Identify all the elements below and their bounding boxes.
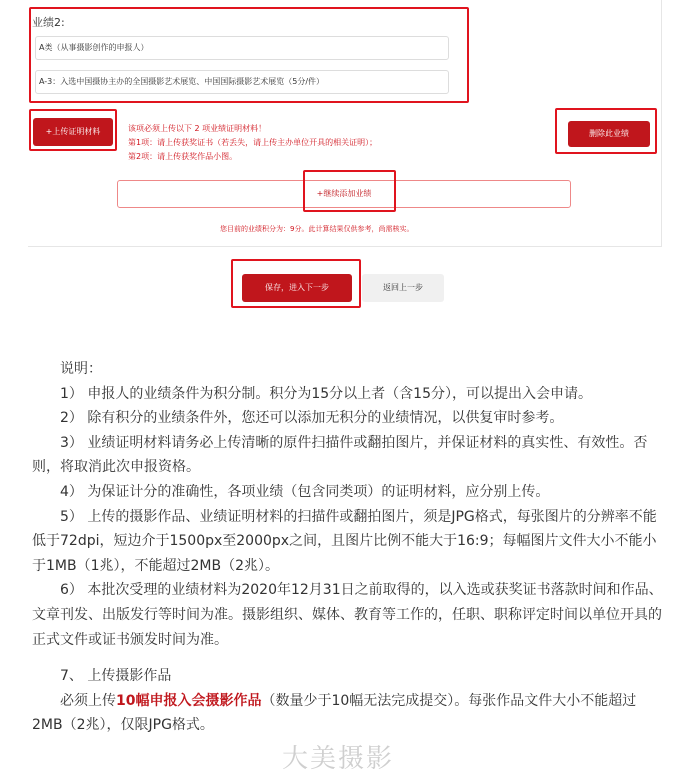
instruction-item: 3） 业绩证明材料请务必上传清晰的原件扫描件或翻拍图片，并保证材料的真实性、有效性。否则，将取消此次申报资格。 bbox=[32, 434, 648, 476]
upload-instruction: 必须上传10幅申报入会摄影作品（数量少于10幅无法完成提交）。每张作品文件大小不能超过2MB（2兆），仅限JPG格式。 bbox=[32, 692, 637, 734]
instruction-item: 6） 本批次受理的业绩材料为2020年12月31日之前取得的，以入选或获奖证书落款时间和作品、文章刊发、出版发行等时间为准。摄影组织、媒体、教育等工作的，任职、职称评定时间以单位开具的正式文件或证书颁发时间为准。 bbox=[32, 582, 663, 648]
requirement-notice bbox=[128, 122, 377, 164]
instruction-item: 1） 申报人的业绩条件为积分制。积分为15分以上者（含15分），可以提出入会申请。 bbox=[60, 385, 592, 402]
highlight-box bbox=[555, 108, 657, 154]
upload-count-emphasis: 10幅申报入会摄影作品 bbox=[116, 692, 262, 709]
add-achievement-button[interactable]: +继续添加业绩 bbox=[117, 180, 571, 208]
upload-heading: 7、 上传摄影作品 bbox=[60, 668, 172, 685]
instruction-item: 5） 上传的摄影作品、业绩证明材料的扫描件或翻拍图片，须是JPG格式，每张图片的分辨率不能低于72dpi，短边介于1500px至2000px之间，且图片比例不能大于16:9；每幅图片文件大小不能小于1MB（1兆），不能超过2MB（2兆）。 bbox=[32, 508, 657, 574]
highlight-box bbox=[231, 259, 361, 308]
highlight-box bbox=[303, 170, 396, 212]
back-button[interactable]: 返回上一步 bbox=[362, 274, 444, 302]
requirement-line: 该项必须上传以下 2 项业绩证明材料！ bbox=[128, 124, 267, 133]
score-notice: 您目前的业绩积分为：9分。此计算结果仅供参考，尚需核实。 bbox=[220, 225, 414, 233]
watermark: 大美摄影 bbox=[282, 744, 395, 774]
instruction-item: 4） 为保证计分的准确性，各项业绩（包含同类项）的证明材料，应分别上传。 bbox=[60, 483, 550, 500]
highlight-box bbox=[29, 7, 469, 103]
instructions-heading: 说明： bbox=[60, 361, 102, 377]
upload-proof-button[interactable]: +上传证明材料 bbox=[33, 118, 113, 146]
item-select[interactable]: A-3：入选中国摄协主办的全国摄影艺术展览、中国国际摄影艺术展览（5分/件） bbox=[35, 70, 449, 94]
achievement-title: 业绩2: bbox=[32, 16, 65, 29]
instructions-article bbox=[32, 357, 664, 738]
requirement-line: 第1项：请上传获奖证书（若丢失，请上传主办单位开具的相关证明）； bbox=[128, 138, 378, 147]
delete-achievement-button[interactable]: 删除此业绩 bbox=[568, 121, 650, 147]
requirement-line: 第2项：请上传获奖作品小图。 bbox=[128, 152, 238, 161]
save-next-button[interactable]: 保存，进入下一步 bbox=[242, 274, 352, 302]
highlight-box bbox=[29, 109, 117, 151]
instruction-item: 2） 除有积分的业绩条件外，您还可以添加无积分的业绩情况，以供复审时参考。 bbox=[60, 410, 564, 427]
category-select[interactable]: A类（从事摄影创作的申报人） bbox=[35, 36, 449, 60]
